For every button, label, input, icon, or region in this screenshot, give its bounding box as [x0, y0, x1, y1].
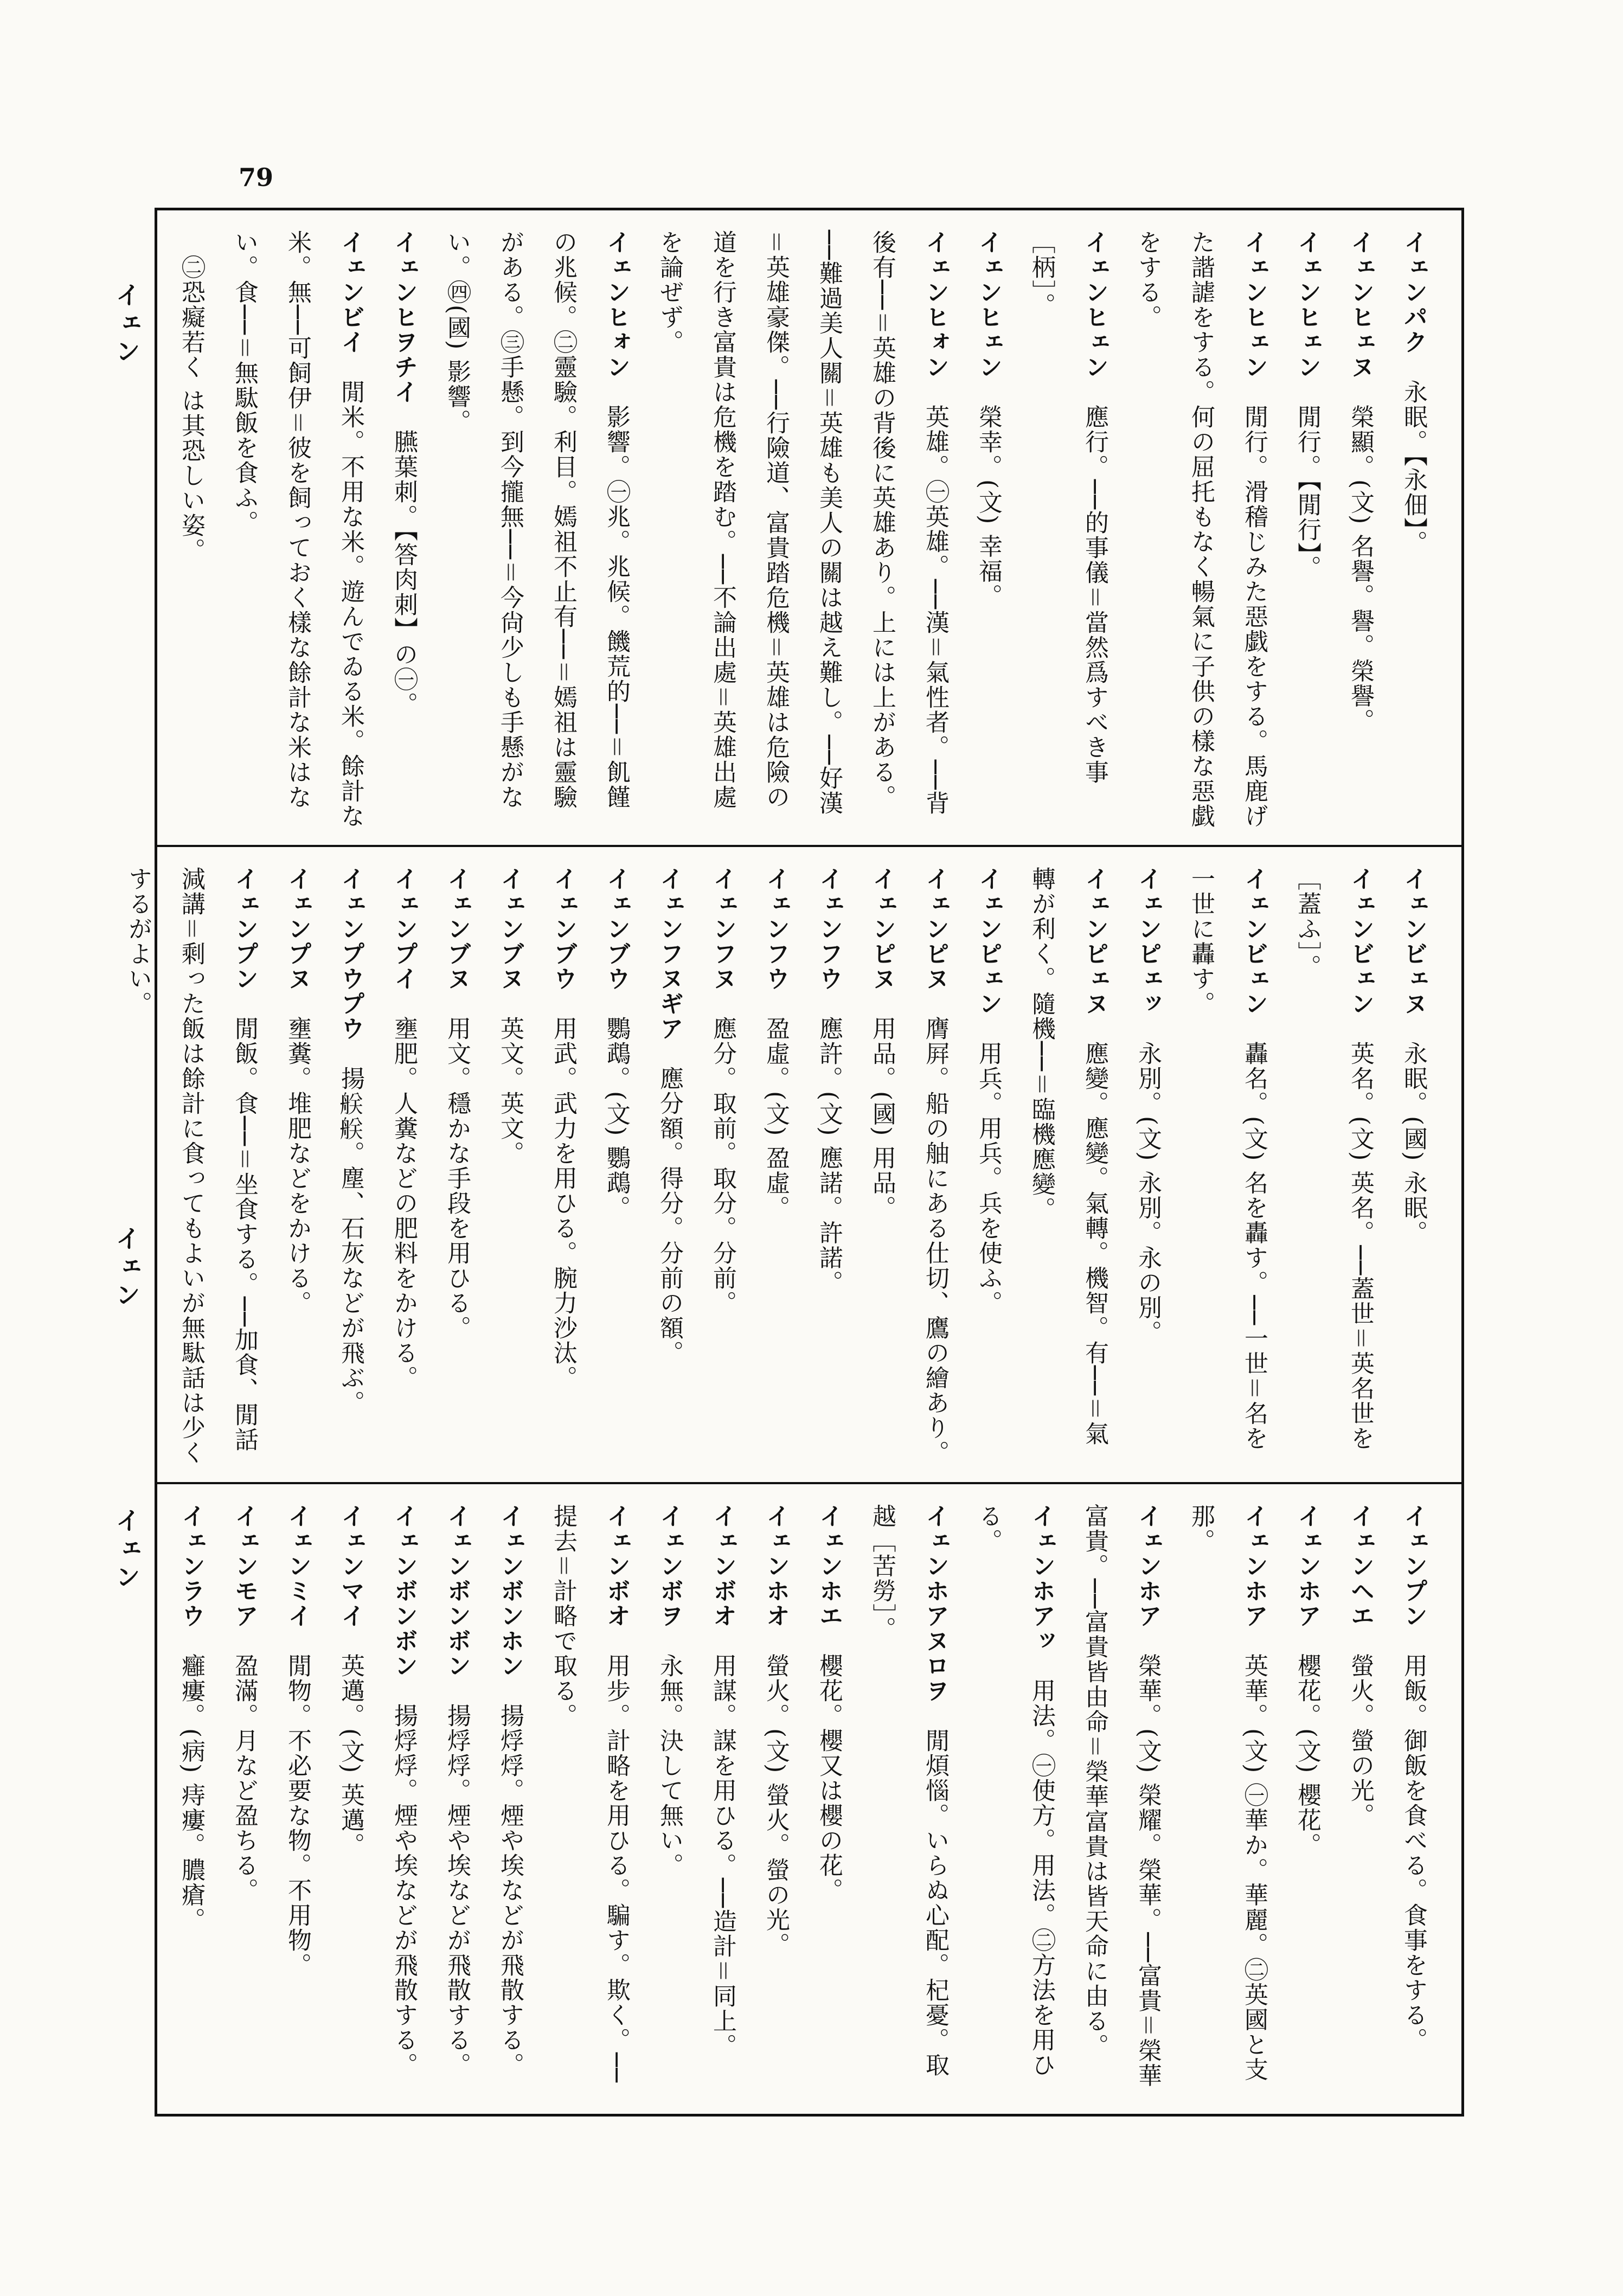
entry-headword: イェンホア — [1134, 1504, 1162, 1628]
entry-definition: 閒飯。食──＝坐食する。──加食、閒話減講＝剩った飯は餘計に食ってもよいが無駄話は少くするがよい。 — [124, 867, 258, 1465]
dictionary-entry — [1333, 1504, 1387, 2100]
dictionary-entry — [1121, 867, 1174, 1468]
entry-headword: イェンフウ — [815, 867, 843, 991]
entry-list — [179, 1504, 1440, 2100]
entry-headword: イェンピェッ — [1134, 867, 1162, 1016]
entry-definition: 盈滿。月など盈ちる。 — [230, 1653, 258, 1903]
dictionary-entry — [536, 867, 589, 1468]
dictionary-entry — [749, 1504, 802, 2100]
dictionary-entry — [1387, 230, 1440, 829]
entry-definition: 用步。計略を用ひる。騙す。欺く。──提去＝計略で取る。 — [549, 1504, 630, 2083]
dictionary-entry — [855, 1504, 961, 2100]
entry-definition: 應許。(文) 應諾。許諾。 — [815, 1016, 843, 1295]
entry-headword: イェンボンボン — [443, 1504, 471, 1678]
entry-headword: イェンブウ — [602, 867, 630, 991]
entry-definition: 壅糞。堆肥などをかける。 — [284, 1016, 311, 1316]
entry-definition: 鸚鵡。(文) 鸚鵡。 — [602, 1016, 630, 1221]
entry-definition: 永別。(文) 永別。永の別。 — [1134, 1041, 1162, 1345]
entry-definition: 櫻花。櫻又は櫻の花。 — [815, 1653, 843, 1903]
entry-definition: 用武。武力を用ひる。腕力沙汰。 — [549, 1016, 577, 1390]
entry-headword: イェンホア — [1293, 1504, 1321, 1628]
dictionary-entry — [1015, 867, 1121, 1468]
dictionary-entry — [696, 867, 749, 1468]
dictionary-entry — [217, 230, 377, 829]
dictionary-entry — [1387, 867, 1440, 1468]
entry-definition: 榮華。(文) 榮耀。榮華。──富貴＝榮華富貴。──富貴皆由命＝榮華富貴は皆天命に由る。 — [1081, 1504, 1162, 2088]
dictionary-entry — [164, 1504, 217, 2100]
dictionary-entry — [1121, 230, 1280, 829]
section-bottom — [157, 1482, 1461, 2116]
entry-headword: イェンモア — [230, 1504, 258, 1628]
dictionary-entry — [430, 867, 483, 1468]
entry-definition: 用品。(國) 用品。 — [868, 1016, 896, 1221]
entry-headword: イェンピヌ — [921, 867, 949, 991]
dictionary-entry — [1280, 1504, 1333, 2100]
entry-headword: イェンビイ — [337, 230, 364, 355]
dictionary-entry — [111, 867, 271, 1468]
entry-headword: イェンプヌ — [284, 867, 311, 991]
entry-headword: イェンボヲ — [656, 1504, 683, 1628]
dictionary-entry — [1280, 867, 1387, 1468]
entry-headword: イェンブヌ — [496, 867, 524, 991]
dictionary-entry — [643, 230, 961, 829]
entry-definition: 螢火。螢の光。 — [1346, 1653, 1374, 1828]
entry-headword: イェンホアッ — [1028, 1504, 1055, 1653]
side-header-middle: イェン — [112, 1226, 141, 1310]
entry-definition: 影響。㊀兆。兆候。饑荒的──＝飢饉の兆候。㊁靈驗。利目。嫣祖不止有──＝嫣祖は靈驗がある。㊂手懸。到今攏無──＝今尙少しも手懸がない。㊃(國) 影響。 — [443, 230, 630, 810]
dictionary-entry — [377, 1504, 430, 2100]
dictionary-entry — [802, 1504, 855, 2100]
entry-headword: イェンヒヲチイ — [390, 230, 418, 405]
dictionary-entry — [855, 867, 908, 1468]
entry-definition: 英文。英文。 — [496, 1016, 524, 1166]
dictionary-entry — [217, 1504, 271, 2100]
entry-definition: ㊁恐癡若く は其恐しい姿。 — [177, 255, 205, 563]
entry-headword: イェンホア — [1240, 1504, 1268, 1628]
entry-definition: 應變。應變。氣轉。機智。有──＝氣轉が利く。隨機──＝臨機應變。 — [1028, 867, 1108, 1446]
entry-definition: 英名。(文) 英名。──蓋世＝英名世を［蓋ふ］。 — [1293, 867, 1374, 1451]
dictionary-entry — [483, 1504, 536, 2100]
dictionary-entry — [430, 1504, 483, 2100]
dictionary-entry — [1015, 230, 1121, 829]
entry-headword: イェンフウ — [762, 867, 790, 991]
dictionary-entry — [643, 1504, 696, 2100]
entry-headword: イェンヘエ — [1346, 1504, 1374, 1628]
entry-headword: イェンヒェン — [1081, 230, 1108, 380]
entry-definition: 臙葉刺。【答肉刺】の㊀。 — [390, 429, 418, 717]
entry-definition: 癰瘻。(病) 痔瘻。膿瘡。 — [177, 1653, 205, 1933]
entry-definition: 盈虛。(文) 盈虛。 — [762, 1016, 790, 1221]
entry-definition: 用兵。用兵。兵を使ふ。 — [974, 1041, 1002, 1316]
entry-definition: 揚𦨶𦨶。塵、石灰などが飛ぶ。 — [337, 1066, 364, 1415]
section-middle — [124, 845, 1461, 1484]
entry-headword: イェンフヌ — [709, 867, 736, 991]
entry-headword: イェンホアヌロヲ — [921, 1504, 949, 1703]
entry-definition: 閒行。滑稽じみた惡戯をする。馬鹿げた諧謔をする。何の屈托もなく暢氣に子供の樣な惡戯をする。 — [1134, 230, 1268, 829]
entry-headword: イェンプン — [230, 867, 258, 991]
entry-definition: 壅肥。人糞などの肥料をかける。 — [390, 1016, 418, 1390]
entry-definition: 英華。(文) ㊀華か。華麗。㊁英國と支那。 — [1187, 1504, 1268, 2082]
dictionary-entry — [271, 867, 324, 1468]
entry-headword: イェンボオ — [602, 1504, 630, 1628]
entry-definition: 揚烰烰。煙や埃などが飛散する。 — [443, 1703, 471, 2077]
entry-headword: イェンホエ — [815, 1504, 843, 1628]
entry-definition: 閒行。【閒行】。 — [1293, 405, 1321, 580]
entry-headword: イェンヒォン — [921, 230, 949, 380]
dictionary-entry — [961, 1504, 1068, 2100]
entry-definition: 用謀。謀を用ひる。──造計＝同上。 — [709, 1653, 736, 2058]
entry-headword: イェンプウプウ — [337, 867, 364, 1041]
entry-list — [124, 867, 1440, 1468]
dictionary-entry — [164, 230, 217, 829]
entry-definition: 用飯。御飯を食べる。食事をする。 — [1400, 1653, 1427, 2053]
entry-definition: 用文。穩かな手段を用ひる。 — [443, 1016, 471, 1341]
entry-definition: 榮顯。(文) 名譽。譽。榮譽。 — [1346, 405, 1374, 734]
entry-definition: 應分額。得分。分前の額。 — [656, 1066, 683, 1365]
entry-headword: イェンフヌギア — [656, 867, 683, 1041]
side-header-bottom: イェン — [112, 1508, 141, 1592]
entry-headword: イェンミイ — [284, 1504, 311, 1628]
side-header-top: イェン — [112, 282, 141, 367]
dictionary-entry — [1333, 230, 1387, 829]
entry-headword: イェンビェン — [1240, 867, 1268, 1016]
entry-headword: イェンビェン — [1346, 867, 1374, 1016]
entry-headword: イェンパク — [1400, 230, 1427, 355]
entry-headword: イェンヒェン — [1293, 230, 1321, 380]
dictionary-entry — [324, 1504, 377, 2100]
entry-headword: イェンマイ — [337, 1504, 364, 1628]
entry-definition: 英邁。(文) 英邁。 — [337, 1653, 364, 1858]
entry-headword: イェンヒェヌ — [1346, 230, 1374, 380]
entry-definition: 閒煩惱。いらぬ心配。杞憂。取越［苦勞］。 — [868, 1504, 949, 2077]
entry-headword: イェンホオ — [762, 1504, 790, 1628]
dictionary-entry — [908, 867, 961, 1468]
dictionary-entry — [324, 867, 377, 1468]
dictionary-entry — [1174, 867, 1280, 1468]
entry-headword: イェンブヌ — [443, 867, 471, 991]
entry-headword: イェンプイ — [390, 867, 418, 991]
entry-headword: イェンビェヌ — [1400, 867, 1427, 1016]
entry-definition: 螢火。(文) 螢火。螢の光。 — [762, 1653, 790, 1958]
entry-definition: 揚烰烰。煙や埃などが飛散する。 — [496, 1703, 524, 2077]
dictionary-entry — [271, 1504, 324, 2100]
entry-definition: 榮幸。(文) 幸福。 — [974, 405, 1002, 609]
entry-headword: イェンヒェン — [974, 230, 1002, 380]
entry-definition: 轟名。(文) 名を轟す。──一世＝名を一世に轟す。 — [1187, 867, 1268, 1451]
dictionary-entry — [377, 867, 430, 1468]
dictionary-entry — [961, 867, 1015, 1468]
entry-headword: イェンボオ — [709, 1504, 736, 1628]
entry-headword: イェンピェヌ — [1081, 867, 1108, 1016]
entry-definition: 英雄。㊀英雄。──漢＝氣性者。──背後有──＝英雄の背後に英雄あり。上には上がある。──難過美人關＝英雄も美人の關は越え難し。──好漢＝英雄豪傑。──行險道、富貴踏危機＝英雄は危險の道を行き富貴は危機を踏む。──不論出處＝英雄出處を論ぜず。 — [656, 230, 949, 816]
entry-headword: イェンラウ — [177, 1504, 205, 1628]
entry-headword: イェンヒォン — [602, 230, 630, 380]
dictionary-entry — [1280, 230, 1333, 829]
entry-definition: 用法。㊀使方。用法。㊁方法を用ひる。 — [974, 1504, 1055, 2077]
dictionary-entry — [643, 867, 696, 1468]
dictionary-entry — [961, 230, 1015, 829]
entry-headword: イェンヒェン — [1240, 230, 1268, 380]
dictionary-entry — [430, 230, 643, 829]
dictionary-entry — [1387, 1504, 1440, 2100]
page-number: 79 — [239, 163, 274, 192]
entry-headword: イェンボンホン — [496, 1504, 524, 1678]
dictionary-entry — [1174, 1504, 1280, 2100]
entry-definition: 應分。取前。取分。分前。 — [709, 1016, 736, 1316]
entry-definition: 櫻花。(文) 櫻花。 — [1293, 1653, 1321, 1858]
entry-headword: イェンボンボン — [390, 1504, 418, 1678]
entry-headword: イェンプン — [1400, 1504, 1427, 1628]
dictionary-entry — [483, 867, 536, 1468]
entry-definition: 永眠。(國) 永眠。 — [1400, 1041, 1427, 1246]
entry-headword: イェンピェン — [974, 867, 1002, 1016]
dictionary-entry — [377, 230, 430, 829]
entry-definition: 永眠。【永佃】。 — [1400, 380, 1427, 555]
dictionary-entry — [749, 867, 802, 1468]
entry-definition: 閒米。不用な米。遊んでゐる米。餘計な米。無──可飼伊＝彼を飼っておく樣な餘計な米はない。食──＝無駄飯を食ふ。 — [230, 230, 364, 829]
entry-headword: イェンピヌ — [868, 867, 896, 991]
entry-list — [179, 230, 1440, 829]
entry-definition: 閒物。不必要な物。不用物。 — [284, 1653, 311, 1978]
entry-definition: 揚烰烰。煙や埃などが飛散する。 — [390, 1703, 418, 2077]
dictionary-entry — [589, 867, 643, 1468]
dictionary-entry — [802, 867, 855, 1468]
entry-definition: 膺屛。船の舳にある仕切、鷹の繪あり。 — [921, 1016, 949, 1465]
dictionary-entry — [1068, 1504, 1174, 2100]
entry-headword: イェンブウ — [549, 867, 577, 991]
section-top — [157, 210, 1461, 845]
entry-definition: 永無。決して無い。 — [656, 1653, 683, 1878]
dictionary-frame — [124, 208, 1464, 2117]
entry-definition: 應行。──的事儀＝當然爲すべき事［柄］。 — [1028, 230, 1108, 785]
dictionary-entry — [696, 1504, 749, 2100]
dictionary-entry — [536, 1504, 643, 2100]
